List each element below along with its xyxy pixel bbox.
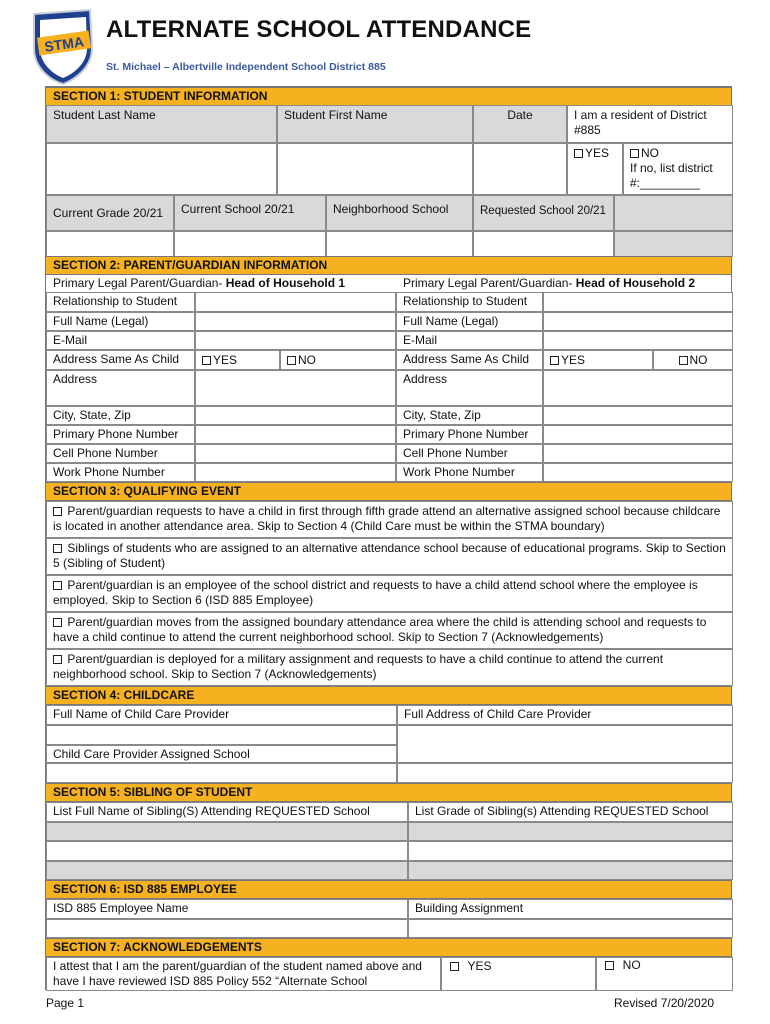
p2-email-input[interactable] xyxy=(543,331,733,350)
section1-gray-cell xyxy=(614,195,733,231)
p2-address-same-no[interactable]: NO xyxy=(653,350,733,370)
sibling-name-label: List Full Name of Sibling(S) Attending REQUESTED School xyxy=(46,802,408,822)
current-grade-label: Current Grade 20/21 xyxy=(46,195,174,231)
section4-header: SECTION 4: CHILDCARE xyxy=(46,686,731,705)
page-number: Page 1 xyxy=(46,996,85,1010)
section7-header: SECTION 7: ACKNOWLEDGEMENTS xyxy=(46,938,731,957)
p1-cell-phone-label: Cell Phone Number xyxy=(46,444,195,463)
building-assignment-input[interactable] xyxy=(408,919,733,938)
p1-address-label: Address xyxy=(46,370,195,406)
p2-full-name-label: Full Name (Legal) xyxy=(396,312,543,331)
student-first-name-label: Student First Name xyxy=(277,105,473,143)
option-checkbox[interactable] xyxy=(53,544,62,553)
p2-relationship-input[interactable] xyxy=(543,292,733,312)
sibling-grade-label: List Grade of Sibling(s) Attending REQUESTED School xyxy=(408,802,733,822)
section1-header: SECTION 1: STUDENT INFORMATION xyxy=(46,87,731,106)
student-last-name-input[interactable] xyxy=(46,143,277,195)
revised-date: Revised 7/20/2020 xyxy=(614,996,715,1010)
attest-yes-option[interactable]: YES xyxy=(441,957,596,991)
section2-header: SECTION 2: PARENT/GUARDIAN INFORMATION xyxy=(46,256,731,275)
p2-relationship-label: Relationship to Student xyxy=(396,292,543,312)
childcare-provider-name-label: Full Name of Child Care Provider xyxy=(46,705,397,725)
neighborhood-school-label: Neighborhood School xyxy=(326,195,473,231)
p1-address-same-yes[interactable]: YES xyxy=(195,350,280,370)
childcare-provider-name-input[interactable] xyxy=(46,725,397,745)
section5-header: SECTION 5: SIBLING OF STUDENT xyxy=(46,783,731,802)
resident-yes-option[interactable]: YES xyxy=(567,143,623,195)
p1-city-label: City, State, Zip xyxy=(46,406,195,425)
attendance-form xyxy=(45,86,732,990)
p2-full-name-input[interactable] xyxy=(543,312,733,331)
page-title: ALTERNATE SCHOOL ATTENDANCE xyxy=(106,16,532,43)
childcare-provider-address-label: Full Address of Child Care Provider xyxy=(397,705,733,725)
sibling-grade-input-3[interactable] xyxy=(408,861,733,880)
attest-yes-checkbox[interactable] xyxy=(450,962,459,971)
section6-header: SECTION 6: ISD 885 EMPLOYEE xyxy=(46,880,731,899)
p2-city-input[interactable] xyxy=(543,406,733,425)
student-first-name-input[interactable] xyxy=(277,143,473,195)
hoh1-label: Primary Legal Parent/Guardian- Head of Household 1 xyxy=(53,276,346,290)
student-last-name-label: Student Last Name xyxy=(46,105,277,143)
p1-primary-phone-input[interactable] xyxy=(195,425,396,444)
p1-relationship-label: Relationship to Student xyxy=(46,292,195,312)
p2-address-same-label: Address Same As Child xyxy=(396,350,543,370)
sibling-name-input-1[interactable] xyxy=(46,822,408,841)
p2-address-same-yes[interactable]: YES xyxy=(543,350,653,370)
option-checkbox[interactable] xyxy=(53,507,62,516)
p2-address-input[interactable] xyxy=(543,370,733,406)
current-grade-input[interactable] xyxy=(46,231,174,257)
p1-address-same-label: Address Same As Child xyxy=(46,350,195,370)
qualifying-option-military[interactable]: Parent/guardian is deployed for a military assignment and requests to have a child continue to attend the current neighborhood school. Skip to Section 7 (Acknowledgements) xyxy=(46,649,733,686)
p1-relationship-input[interactable] xyxy=(195,292,396,312)
option-checkbox[interactable] xyxy=(53,655,62,664)
childcare-assigned-school-input[interactable] xyxy=(46,763,397,783)
requested-school-input[interactable] xyxy=(473,231,614,257)
childcare-provider-address-input[interactable] xyxy=(397,725,733,763)
neighborhood-school-input[interactable] xyxy=(326,231,473,257)
option-checkbox[interactable] xyxy=(53,581,62,590)
p1-full-name-label: Full Name (Legal) xyxy=(46,312,195,331)
section1-gray-cell-2 xyxy=(614,231,733,257)
p2-work-phone-input[interactable] xyxy=(543,463,733,482)
p1-work-phone-input[interactable] xyxy=(195,463,396,482)
resident-question: I am a resident of District #885 xyxy=(567,105,733,143)
p2-cell-phone-label: Cell Phone Number xyxy=(396,444,543,463)
option-checkbox[interactable] xyxy=(53,618,62,627)
p2-primary-phone-label: Primary Phone Number xyxy=(396,425,543,444)
p2-primary-phone-input[interactable] xyxy=(543,425,733,444)
date-input[interactable] xyxy=(473,143,567,195)
qualifying-option-employee[interactable]: Parent/guardian is an employee of the school district and requests to have a child attend school where the employee is employed. Skip to Section 6 (ISD 885 Employee) xyxy=(46,575,733,612)
p1-full-name-input[interactable] xyxy=(195,312,396,331)
attest-statement: I attest that I am the parent/guardian of the student named above and have I have reviewed ISD 885 Policy 552 “Alternate School xyxy=(46,957,441,991)
sibling-name-input-2[interactable] xyxy=(46,841,408,861)
sibling-name-input-3[interactable] xyxy=(46,861,408,880)
p1-yes-checkbox[interactable] xyxy=(202,356,211,365)
p2-cell-phone-input[interactable] xyxy=(543,444,733,463)
sibling-grade-input-2[interactable] xyxy=(408,841,733,861)
p1-address-input[interactable] xyxy=(195,370,396,406)
district-subtitle: St. Michael – Albertville Independent School District 885 xyxy=(106,61,386,73)
current-school-input[interactable] xyxy=(174,231,326,257)
p2-city-label: City, State, Zip xyxy=(396,406,543,425)
p1-primary-phone-label: Primary Phone Number xyxy=(46,425,195,444)
p1-city-input[interactable] xyxy=(195,406,396,425)
date-label: Date xyxy=(473,105,567,143)
qualifying-option-moved[interactable]: Parent/guardian moves from the assigned boundary attendance area where the child is attending school and requests to have a child continue to attend the current neighborhood school. Skip to Section 7 (Acknowledgements) xyxy=(46,612,733,649)
requested-school-label: Requested School 20/21 xyxy=(473,195,614,231)
employee-name-label: ISD 885 Employee Name xyxy=(46,899,408,919)
p2-email-label: E-Mail xyxy=(396,331,543,350)
p2-no-checkbox[interactable] xyxy=(679,356,688,365)
p2-address-label: Address xyxy=(396,370,543,406)
current-school-label: Current School 20/21 xyxy=(174,195,326,231)
p1-email-input[interactable] xyxy=(195,331,396,350)
p1-address-same-no[interactable]: NO xyxy=(280,350,396,370)
p2-yes-checkbox[interactable] xyxy=(550,356,559,365)
resident-no-checkbox[interactable] xyxy=(630,149,639,158)
p1-work-phone-label: Work Phone Number xyxy=(46,463,195,482)
qualifying-option-childcare[interactable]: Parent/guardian requests to have a child in first through fifth grade attend an alternative assigned school because childcare is located in another attendance area. Skip to Section 4 (Child Care must be within the STMA boundary) xyxy=(46,501,733,538)
if-no-district-label: If no, list district #:_________ xyxy=(630,161,713,190)
svg-text:STMA: STMA xyxy=(43,33,85,55)
childcare-blank-input[interactable] xyxy=(397,763,733,783)
employee-name-input[interactable] xyxy=(46,919,408,938)
resident-no-option[interactable]: NO If no, list district #:_________ xyxy=(623,143,733,195)
section3-header: SECTION 3: QUALIFYING EVENT xyxy=(46,482,731,501)
p1-no-checkbox[interactable] xyxy=(287,356,296,365)
attest-no-option[interactable]: NO xyxy=(596,957,733,991)
qualifying-option-sibling[interactable]: Siblings of students who are assigned to an alternative attendance school because of educational programs. Skip to Section 5 (Sibling of Student) xyxy=(46,538,733,575)
stma-logo xyxy=(30,8,96,86)
attest-no-checkbox[interactable] xyxy=(605,961,614,970)
hoh2-label: Primary Legal Parent/Guardian- Head of Household 2 xyxy=(403,276,696,290)
sibling-grade-input-1[interactable] xyxy=(408,822,733,841)
childcare-assigned-school-label: Child Care Provider Assigned School xyxy=(46,745,397,763)
p1-cell-phone-input[interactable] xyxy=(195,444,396,463)
p1-email-label: E-Mail xyxy=(46,331,195,350)
building-assignment-label: Building Assignment xyxy=(408,899,733,919)
p2-work-phone-label: Work Phone Number xyxy=(396,463,543,482)
resident-yes-checkbox[interactable] xyxy=(574,149,583,158)
